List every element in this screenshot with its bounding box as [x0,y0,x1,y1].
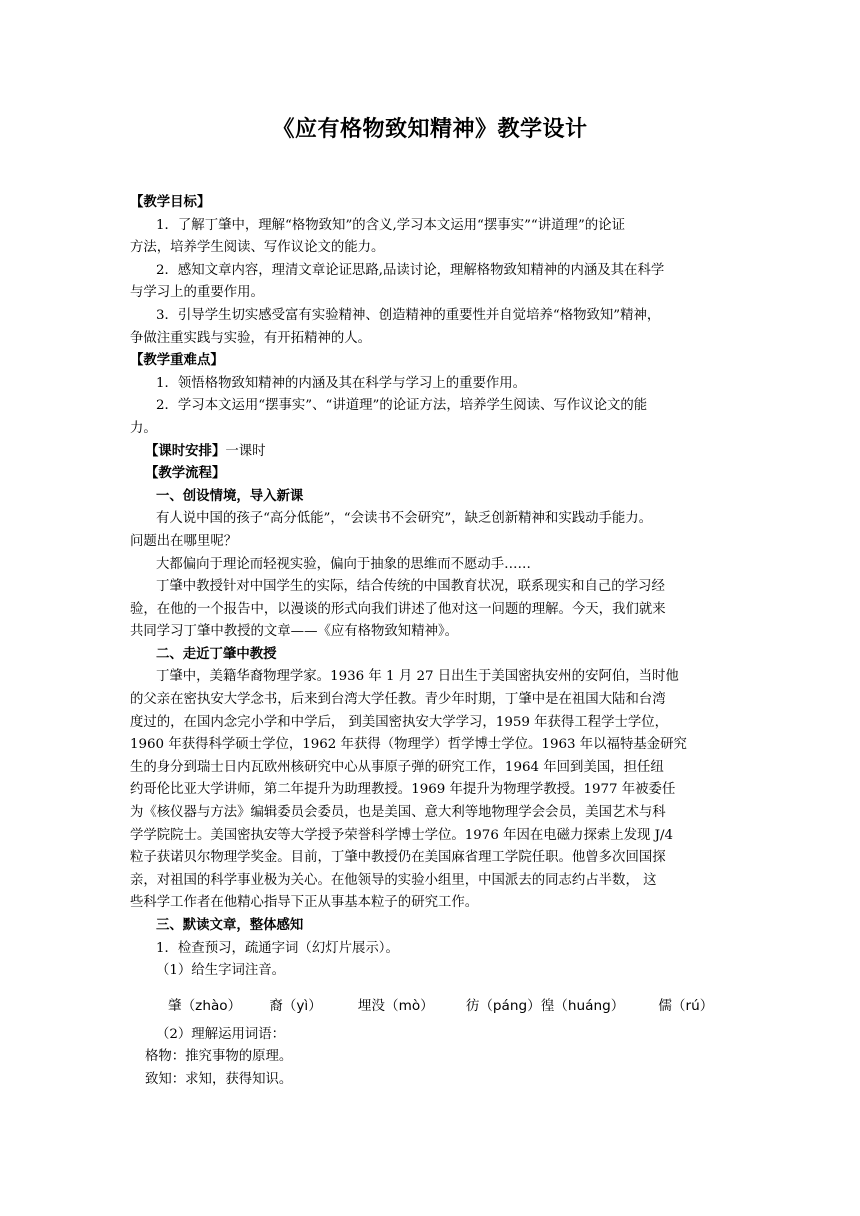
part2-line-11: 些科学工作者在他精心指导下正从事基本粒子的研究工作。 [130,895,479,911]
part2-line-8: 学学院院士。美国密执安等大学授予荣誉科学博士学位。1976 年因在电磁力探索上发现 J/4 [130,827,674,843]
part2-line-10: 亲，对祖国的科学事业极为关心。在他领导的实验小组里，中国派去的同志约占半数， 这 [130,872,657,888]
part3-step1: 1．检查预习，疏通字词（幻灯片展示）。 [156,940,399,956]
part2-line-2: 的父亲在密执安大学念书，后来到台湾大学任教。青少年时期，丁肇中是在祖国大陆和台湾 [130,692,666,708]
schedule-line [130,441,730,464]
part3-sub1: （1）给生字词注音。 [156,963,286,979]
part2-line-1: 丁肇中，美籍华裔物理学家。1936 年 1 月 27 日出生于美国密执安州的安阿伯，当时他 [156,669,679,685]
term-zhizhi: 致知：求知，获得知识。 [145,1071,293,1087]
pinyin-list [130,992,730,1022]
part2-line-9: 粒子获诺贝尔物理学奖金。目前，丁肇中教授仍在美国麻省理工学院任职。他曾多次回国探 [130,850,666,866]
part1-para3-line2: 验，在他的一个报告中，以漫谈的形式向我们讲述了他对这一问题的理解。今天，我们就来 [130,601,666,617]
schedule-label: 【课时安排】 [145,443,226,459]
part1-para2-line1: 大都偏向于理论而轻视实验，偏向于抽象的思维而不愿动手…… [156,556,531,572]
goal-1-line-2: 方法，培养学生阅读、写作议论文的能力。 [130,240,385,256]
page-title: 《应有格物致知精神》教学设计 [272,117,588,142]
pinyin-item-maimo: 埋没（mò） [357,998,434,1015]
goal-1-line-1: 1．了解丁肇中，理解“格物致知”的含义,学习本文运用“摆事实”“讲道理”的论证 [156,217,625,233]
part2-line-4: 1960 年获得科学硕士学位，1962 年获得（物理学）哲学博士学位。1963 年以福特基金研究 [130,737,687,753]
part2-title: 二、走近丁肇中教授 [156,646,277,662]
pinyin-item-panghuang: 彷（páng）徨（huáng） [465,998,625,1015]
goal-2-line-2: 与学习上的重要作用。 [130,285,264,301]
heading-key-points: 【教学重难点】 [130,353,224,369]
part1-para1-line1: 有人说中国的孩子“高分低能”，“会读书不会研究”，缺乏创新精神和实践动手能力。 [156,511,653,527]
part2-line-5: 生的身分到瑞士日内瓦欧州核研究中心从事原子弹的研究工作，1964 年回到美国，担任纽 [130,759,664,775]
goal-2-line-1: 2．感知文章内容，理清文章论证思路,品读讨论，理解格物致知精神的内涵及其在科学 [156,262,665,278]
goal-3-line-1: 3．引导学生切实感受富有实验精神、创造精神的重要性并自觉培养“格物致知”精神， [156,307,661,323]
pinyin-item-ru: 儒（rú） [658,998,714,1015]
keypoint-2-line-1: 2．学习本文运用“摆事实”、“讲道理”的论证方法，培养学生阅读、写作议论文的能 [156,398,648,414]
part1-para3-line3: 共同学习丁肇中教授的文章——《应有格物致知精神》。 [130,624,459,640]
term-gewu: 格物：推究事物的原理。 [145,1049,293,1065]
heading-teaching-goals: 【教学目标】 [130,195,211,210]
part2-line-7: 为《核仪器与方法》编辑委员会委员，也是美国、意大利等地物理学会会员，美国艺术与科 [130,805,666,821]
pinyin-item-yi: 裔（yì） [269,998,322,1015]
part3-title: 三、默读文章，整体感知 [156,918,304,933]
document-body [130,192,730,1092]
pinyin-item-zhao: 肇（zhào） [168,998,242,1015]
part1-title: 一、创设情境，导入新课 [156,488,304,504]
part2-line-3: 度过的，在国内念完小学和中学后， 到美国密执安大学学习，1959 年获得工程学士学位， [130,714,669,730]
part3-sub2: （2）理解运用词语： [156,1026,286,1042]
part2-line-6: 约哥伦比亚大学讲师，第二年提升为助理教授。1969 年提升为物理学教授。1977 年被委任 [130,782,676,798]
keypoint-1: 1．领悟格物致知精神的内涵及其在科学与学习上的重要作用。 [156,375,527,391]
part1-para3-line1: 丁肇中教授针对中国学生的实际，结合传统的中国教育状况，联系现实和自己的学习经 [156,579,665,595]
goal-3-line-2: 争做注重实践与实验，有开拓精神的人。 [130,330,372,346]
schedule-value: 一课时 [225,443,266,459]
part1-para1-line2: 问题出在哪里呢？ [130,533,238,549]
heading-process: 【教学流程】 [145,466,226,482]
keypoint-2-line-2: 力。 [130,420,157,436]
